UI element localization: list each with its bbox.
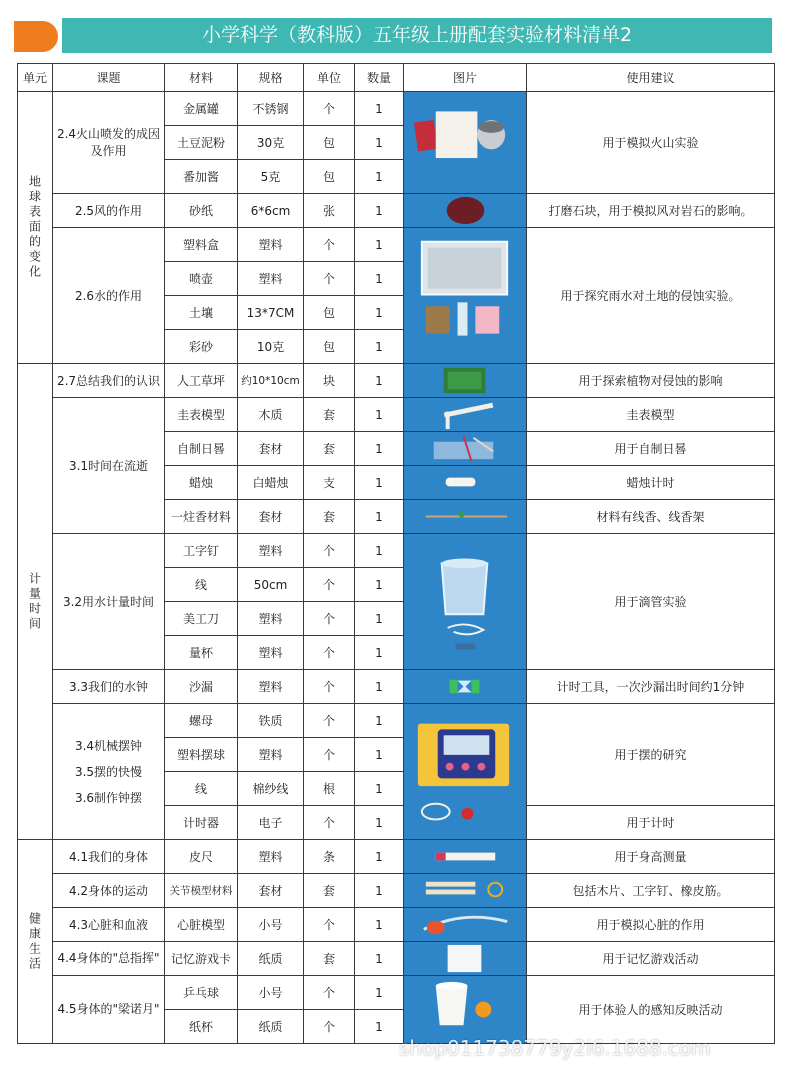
spec-cell: 塑料 — [238, 670, 304, 704]
spec-cell: 纸质 — [238, 1010, 304, 1044]
material-cell: 皮尺 — [165, 840, 238, 874]
advice-cell: 蜡烛计时 — [527, 466, 775, 500]
col-header-lesson: 课题 — [53, 64, 165, 92]
qty-cell: 1 — [355, 262, 404, 296]
measure-cell: 套 — [304, 500, 355, 534]
photo-water-clock-kit — [404, 534, 527, 670]
qty-cell: 1 — [355, 942, 404, 976]
spec-cell: 塑料 — [238, 228, 304, 262]
lesson-cell: 4.4身体的"总指挥" — [53, 942, 165, 976]
photo-memory-cards — [404, 942, 527, 976]
unit-cell: 计量时间 — [18, 364, 53, 840]
advice-cell: 计时工具，一次沙漏出时间约1分钟 — [527, 670, 775, 704]
measure-cell: 个 — [304, 636, 355, 670]
photo-pingpong-and-cup — [404, 976, 527, 1044]
qty-cell: 1 — [355, 398, 404, 432]
measure-cell: 包 — [304, 160, 355, 194]
page-title: 小学科学（教科版）五年级上册配套实验材料清单2 — [201, 24, 633, 46]
measure-cell: 个 — [304, 806, 355, 840]
unit-cell: 健康生活 — [18, 840, 53, 1044]
advice-cell: 材料有线香、线香架 — [527, 500, 775, 534]
spec-cell: 木质 — [238, 398, 304, 432]
spec-cell: 6*6cm — [238, 194, 304, 228]
photo-volcano-kit — [404, 92, 527, 194]
lesson-label: 3.6制作钟摆 — [74, 790, 143, 805]
material-cell: 番加酱 — [165, 160, 238, 194]
lesson-cell: 3.1时间在流逝 — [53, 398, 165, 534]
qty-cell: 1 — [355, 296, 404, 330]
material-cell: 土豆泥粉 — [165, 126, 238, 160]
material-cell: 线 — [165, 772, 238, 806]
material-cell: 纸杯 — [165, 1010, 238, 1044]
measure-cell: 个 — [304, 262, 355, 296]
qty-cell: 1 — [355, 636, 404, 670]
photo-heart-model — [404, 908, 527, 942]
shop-watermark: shop011738779y2i6.1688.com — [399, 1036, 711, 1060]
spec-cell: 5克 — [238, 160, 304, 194]
col-header-picture: 图片 — [404, 64, 527, 92]
header-accent-tab — [14, 21, 58, 52]
material-cell: 土壤 — [165, 296, 238, 330]
spec-cell: 约10*10cm — [238, 364, 304, 398]
spec-cell: 50cm — [238, 568, 304, 602]
photo-sundial-kit — [404, 432, 527, 466]
spec-cell: 不锈钢 — [238, 92, 304, 126]
qty-cell: 1 — [355, 330, 404, 364]
table-row — [18, 194, 775, 228]
table-row — [18, 840, 775, 874]
qty-cell: 1 — [355, 364, 404, 398]
photo-sand-timer — [404, 670, 527, 704]
measure-cell: 个 — [304, 568, 355, 602]
spec-cell: 套材 — [238, 874, 304, 908]
spec-cell: 塑料 — [238, 840, 304, 874]
qty-cell: 1 — [355, 670, 404, 704]
lesson-label: 3.4机械摆钟 — [74, 738, 143, 753]
spec-cell: 套材 — [238, 500, 304, 534]
advice-cell: 圭表模型 — [527, 398, 775, 432]
qty-cell: 1 — [355, 160, 404, 194]
advice-cell: 用于滴管实验 — [527, 534, 775, 670]
measure-cell: 套 — [304, 432, 355, 466]
table-row — [18, 92, 775, 126]
spec-cell: 塑料 — [238, 602, 304, 636]
measure-cell: 根 — [304, 772, 355, 806]
unit-cell: 地球表面的变化 — [18, 92, 53, 364]
spec-cell: 塑料 — [238, 738, 304, 772]
measure-cell: 个 — [304, 738, 355, 772]
material-cell: 螺母 — [165, 704, 238, 738]
photo-sandpaper — [404, 194, 527, 228]
table-row — [18, 704, 775, 738]
advice-cell: 打磨石块，用于模拟风对岩石的影响。 — [527, 194, 775, 228]
lesson-label: 3.5摆的快慢 — [74, 764, 143, 779]
advice-cell: 用于身高测量 — [527, 840, 775, 874]
material-cell: 自制日晷 — [165, 432, 238, 466]
measure-cell: 个 — [304, 228, 355, 262]
material-cell: 圭表模型 — [165, 398, 238, 432]
header-bar — [62, 18, 772, 53]
spec-cell: 小号 — [238, 908, 304, 942]
photo-tape-measure — [404, 840, 527, 874]
table-row — [18, 908, 775, 942]
measure-cell: 套 — [304, 398, 355, 432]
qty-cell: 1 — [355, 126, 404, 160]
spec-cell: 塑料 — [238, 534, 304, 568]
qty-cell: 1 — [355, 976, 404, 1010]
qty-cell: 1 — [355, 738, 404, 772]
col-header-spec: 规格 — [238, 64, 304, 92]
qty-cell: 1 — [355, 840, 404, 874]
qty-cell: 1 — [355, 194, 404, 228]
advice-cell: 用于自制日晷 — [527, 432, 775, 466]
material-cell: 喷壶 — [165, 262, 238, 296]
lesson-cell: 3.2用水计量时间 — [53, 534, 165, 670]
measure-cell: 个 — [304, 670, 355, 704]
material-cell: 量杯 — [165, 636, 238, 670]
measure-cell: 包 — [304, 330, 355, 364]
lesson-cell: 2.4火山喷发的成因及作用 — [53, 92, 165, 194]
qty-cell: 1 — [355, 568, 404, 602]
measure-cell: 个 — [304, 704, 355, 738]
spec-cell: 13*7CM — [238, 296, 304, 330]
spec-cell: 塑料 — [238, 636, 304, 670]
measure-cell: 包 — [304, 296, 355, 330]
material-cell: 沙漏 — [165, 670, 238, 704]
material-cell: 砂纸 — [165, 194, 238, 228]
spec-cell: 电子 — [238, 806, 304, 840]
table-row — [18, 398, 775, 432]
spec-cell: 白蜡烛 — [238, 466, 304, 500]
material-cell: 塑料盒 — [165, 228, 238, 262]
advice-cell: 用于模拟心脏的作用 — [527, 908, 775, 942]
table-row — [18, 228, 775, 262]
qty-cell: 1 — [355, 92, 404, 126]
material-cell: 关节模型材料 — [165, 874, 238, 908]
lesson-cell: 4.5身体的"梁诺月" — [53, 976, 165, 1044]
qty-cell: 1 — [355, 500, 404, 534]
lesson-cell: 2.5风的作用 — [53, 194, 165, 228]
lesson-cell-group — [53, 704, 165, 840]
measure-cell: 张 — [304, 194, 355, 228]
material-cell: 蜡烛 — [165, 466, 238, 500]
advice-cell: 用于探究雨水对土地的侵蚀实验。 — [527, 228, 775, 364]
col-header-qty: 数量 — [355, 64, 404, 92]
measure-cell: 套 — [304, 874, 355, 908]
lesson-cell: 2.7总结我们的认识 — [53, 364, 165, 398]
qty-cell: 1 — [355, 704, 404, 738]
advice-cell: 用于体验人的感知反映活动 — [527, 976, 775, 1044]
photo-candle — [404, 466, 527, 500]
material-cell: 记忆游戏卡 — [165, 942, 238, 976]
spec-cell: 小号 — [238, 976, 304, 1010]
advice-cell: 用于探索植物对侵蚀的影响 — [527, 364, 775, 398]
advice-cell: 包括木片、工字钉、橡皮筋。 — [527, 874, 775, 908]
qty-cell: 1 — [355, 228, 404, 262]
material-cell: 工字钉 — [165, 534, 238, 568]
material-cell: 计时器 — [165, 806, 238, 840]
table-row — [18, 874, 775, 908]
table-header-row — [18, 64, 775, 92]
table-row — [18, 670, 775, 704]
lesson-cell: 4.1我们的身体 — [53, 840, 165, 874]
measure-cell: 包 — [304, 126, 355, 160]
photo-incense-kit — [404, 500, 527, 534]
advice-cell: 用于计时 — [527, 806, 775, 840]
qty-cell: 1 — [355, 432, 404, 466]
table-row — [18, 364, 775, 398]
qty-cell: 1 — [355, 806, 404, 840]
measure-cell: 块 — [304, 364, 355, 398]
spec-cell: 纸质 — [238, 942, 304, 976]
photo-gnomon-model — [404, 398, 527, 432]
photo-artificial-turf — [404, 364, 527, 398]
spec-cell: 铁质 — [238, 704, 304, 738]
qty-cell: 1 — [355, 908, 404, 942]
qty-cell: 1 — [355, 534, 404, 568]
advice-cell: 用于记忆游戏活动 — [527, 942, 775, 976]
materials-table — [17, 63, 775, 1044]
spec-cell: 30克 — [238, 126, 304, 160]
photo-pendulum-kit — [404, 704, 527, 840]
photo-erosion-kit — [404, 228, 527, 364]
spec-cell: 棉纱线 — [238, 772, 304, 806]
material-cell: 塑料摆球 — [165, 738, 238, 772]
spec-cell: 塑料 — [238, 262, 304, 296]
measure-cell: 套 — [304, 942, 355, 976]
table-row — [18, 942, 775, 976]
measure-cell: 条 — [304, 840, 355, 874]
qty-cell: 1 — [355, 772, 404, 806]
photo-joint-model-kit — [404, 874, 527, 908]
measure-cell: 个 — [304, 602, 355, 636]
material-cell: 人工草坪 — [165, 364, 238, 398]
advice-cell: 用于摆的研究 — [527, 704, 775, 806]
col-header-material: 材料 — [165, 64, 238, 92]
advice-cell: 用于模拟火山实验 — [527, 92, 775, 194]
measure-cell: 个 — [304, 976, 355, 1010]
material-cell: 一炷香材料 — [165, 500, 238, 534]
measure-cell: 个 — [304, 908, 355, 942]
measure-cell: 个 — [304, 1010, 355, 1044]
material-cell: 线 — [165, 568, 238, 602]
col-header-measure: 单位 — [304, 64, 355, 92]
table-row — [18, 534, 775, 568]
measure-cell: 支 — [304, 466, 355, 500]
lesson-cell: 3.3我们的水钟 — [53, 670, 165, 704]
col-header-unit: 单元 — [18, 64, 53, 92]
table-row — [18, 976, 775, 1010]
material-cell: 美工刀 — [165, 602, 238, 636]
material-cell: 乒乓球 — [165, 976, 238, 1010]
measure-cell: 个 — [304, 534, 355, 568]
qty-cell: 1 — [355, 466, 404, 500]
material-cell: 彩砂 — [165, 330, 238, 364]
material-cell: 金属罐 — [165, 92, 238, 126]
lesson-cell: 4.2身体的运动 — [53, 874, 165, 908]
measure-cell: 个 — [304, 92, 355, 126]
lesson-cell: 2.6水的作用 — [53, 228, 165, 364]
material-cell: 心脏模型 — [165, 908, 238, 942]
col-header-advice: 使用建议 — [527, 64, 775, 92]
qty-cell: 1 — [355, 874, 404, 908]
spec-cell: 套材 — [238, 432, 304, 466]
lesson-cell: 4.3心脏和血液 — [53, 908, 165, 942]
qty-cell: 1 — [355, 602, 404, 636]
qty-cell: 1 — [355, 1010, 404, 1044]
spec-cell: 10克 — [238, 330, 304, 364]
